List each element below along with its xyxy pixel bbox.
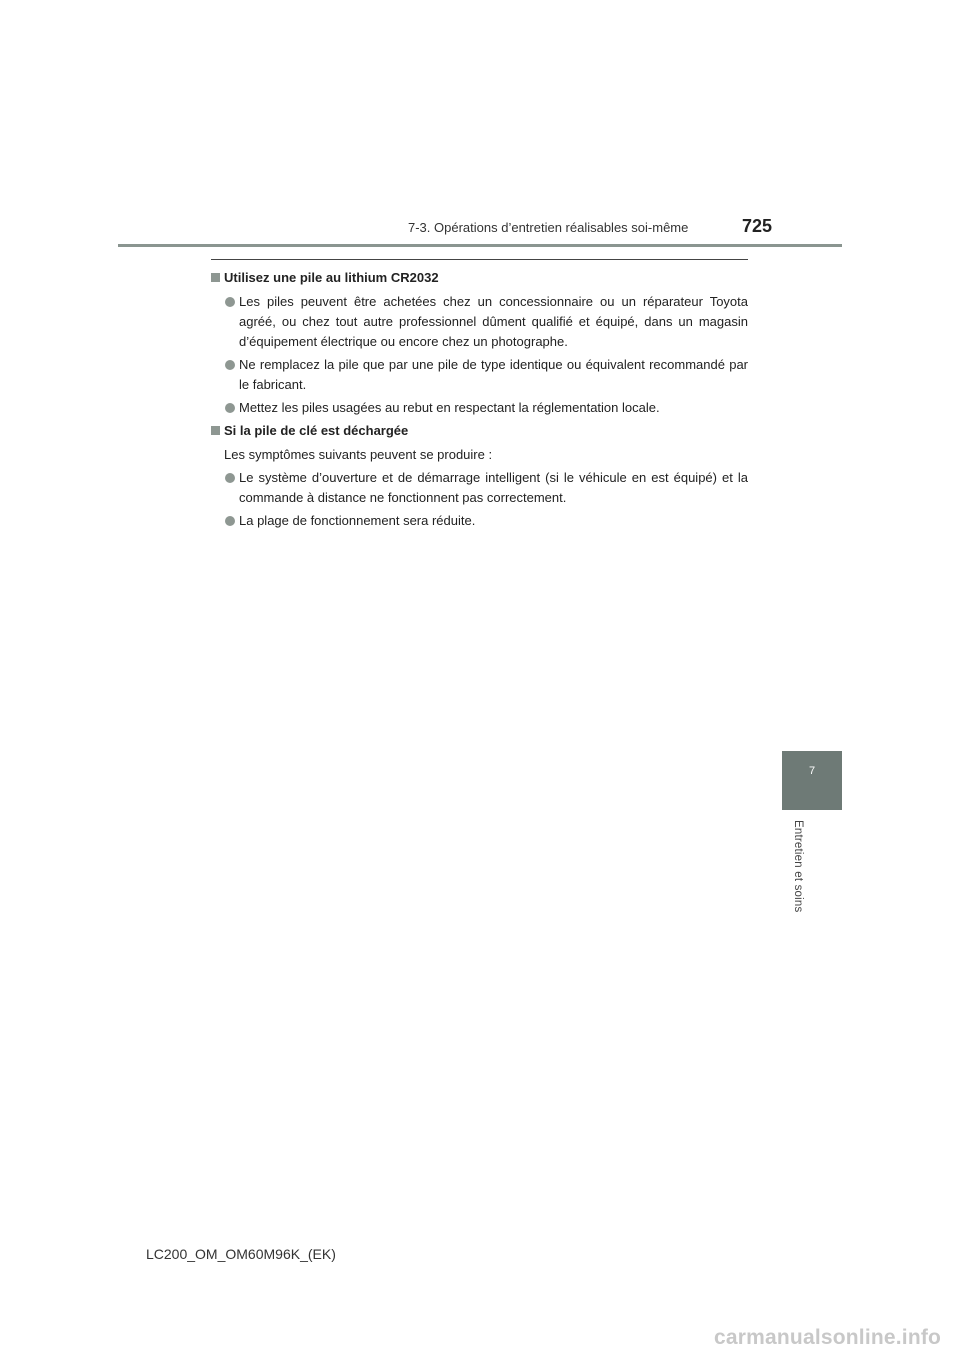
list-item [211,355,748,395]
list-item-text: Mettez les piles usagées au rebut en respectant la réglementation locale. [239,400,660,415]
list-item-text: Ne remplacez la pile que par une pile de type identique ou équivalent recommandé par le fabricant. [239,357,748,392]
section-heading-text: Si la pile de clé est déchargée [224,423,409,438]
list-item-text: La plage de fonctionnement sera réduite. [239,513,476,528]
circle-bullet-icon [225,360,235,370]
chapter-tab [782,751,842,810]
section-heading [211,421,748,441]
list-item [211,292,748,352]
chapter-number: 7 [808,765,816,777]
section-heading [211,268,748,288]
chapter-title: Entretien et soins [792,820,804,913]
list-item [211,511,748,531]
circle-bullet-icon [225,297,235,307]
list-item [211,398,748,418]
watermark: carmanualsonline.info [714,1326,942,1349]
circle-bullet-icon [225,516,235,526]
header-section-title: 7-3. Opérations d’entretien réalisables soi-même [408,220,689,235]
list-item [211,468,748,508]
page-content [211,268,748,534]
square-bullet-icon [211,273,220,282]
circle-bullet-icon [225,403,235,413]
list-item-text: Le système d’ouverture et de démarrage intelligent (si le véhicule en est équipé) et la commande à distance ne fonctionnent pas correctement. [239,470,748,505]
square-bullet-icon [211,426,220,435]
section-heading-text: Utilisez une pile au lithium CR2032 [224,270,439,285]
document-code: LC200_OM_OM60M96K_(EK) [146,1246,336,1262]
circle-bullet-icon [225,473,235,483]
content-divider [211,259,748,260]
page-number: 725 [742,216,773,236]
section-intro: Les symptômes suivants peuvent se produire : [224,447,493,462]
header-divider [118,244,842,247]
list-item-text: Les piles peuvent être achetées chez un concessionnaire ou un réparateur Toyota agréé, ou chez tout autre professionnel dûment qualifié et équipé, dans un magasin d’équipement électrique ou encore chez un photographe. [239,294,748,349]
